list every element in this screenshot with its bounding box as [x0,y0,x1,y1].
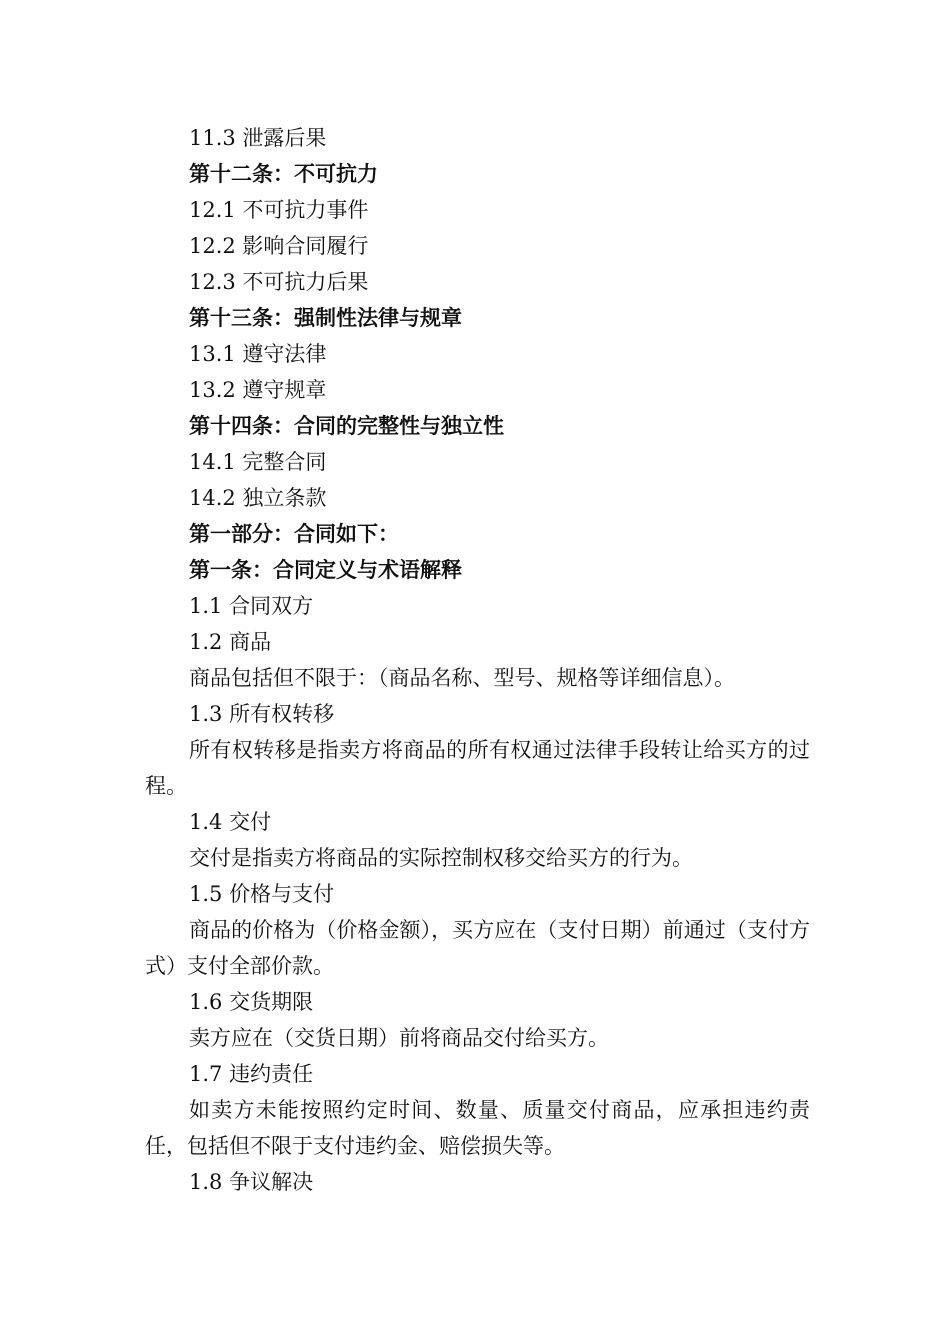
item-1-7: 1.7 违约责任 [189,1062,314,1086]
item-13-2: 13.2 遵守规章 [189,378,327,402]
item-1-5-body: 商品的价格为（价格金额），买方应在（支付日期）前通过（支付方式）支付全部价款。 [145,918,810,978]
item-1-8: 1.8 争议解决 [189,1170,314,1194]
item-12-3: 12.3 不可抗力后果 [189,270,369,294]
item-1-7-body: 如卖方未能按照约定时间、数量、质量交付商品，应承担违约责任，包括但不限于支付违约金、赔偿损失等。 [145,1098,810,1158]
item-1-6-body: 卖方应在（交货日期）前将商品交付给买方。 [189,1026,609,1050]
article-14-heading: 第十四条：合同的完整性与独立性 [189,413,504,438]
item-1-4-body: 交付是指卖方将商品的实际控制权移交给买方的行为。 [189,846,693,870]
article-13-heading: 第十三条：强制性法律与规章 [189,305,462,330]
item-1-4: 1.4 交付 [189,810,272,834]
item-14-2: 14.2 独立条款 [189,486,327,510]
item-1-2: 1.2 商品 [189,630,272,654]
item-12-1: 12.1 不可抗力事件 [189,198,369,222]
item-1-2-body: 商品包括但不限于：（商品名称、型号、规格等详细信息）。 [189,666,735,690]
article-12-heading: 第十二条：不可抗力 [189,161,378,186]
item-1-3: 1.3 所有权转移 [189,702,335,726]
item-1-5: 1.5 价格与支付 [189,882,335,906]
document-body [145,120,810,1200]
item-13-1: 13.1 遵守法律 [189,342,327,366]
item-1-1: 1.1 合同双方 [189,594,314,618]
part-1-heading: 第一部分：合同如下： [189,521,399,546]
item-12-2: 12.2 影响合同履行 [189,234,369,258]
item-1-3-body: 所有权转移是指卖方将商品的所有权通过法律手段转让给买方的过程。 [145,738,810,798]
item-11-3: 11.3 泄露后果 [189,126,327,150]
item-14-1: 14.1 完整合同 [189,450,327,474]
item-1-6: 1.6 交货期限 [189,990,314,1014]
article-1-heading: 第一条：合同定义与术语解释 [189,557,462,582]
